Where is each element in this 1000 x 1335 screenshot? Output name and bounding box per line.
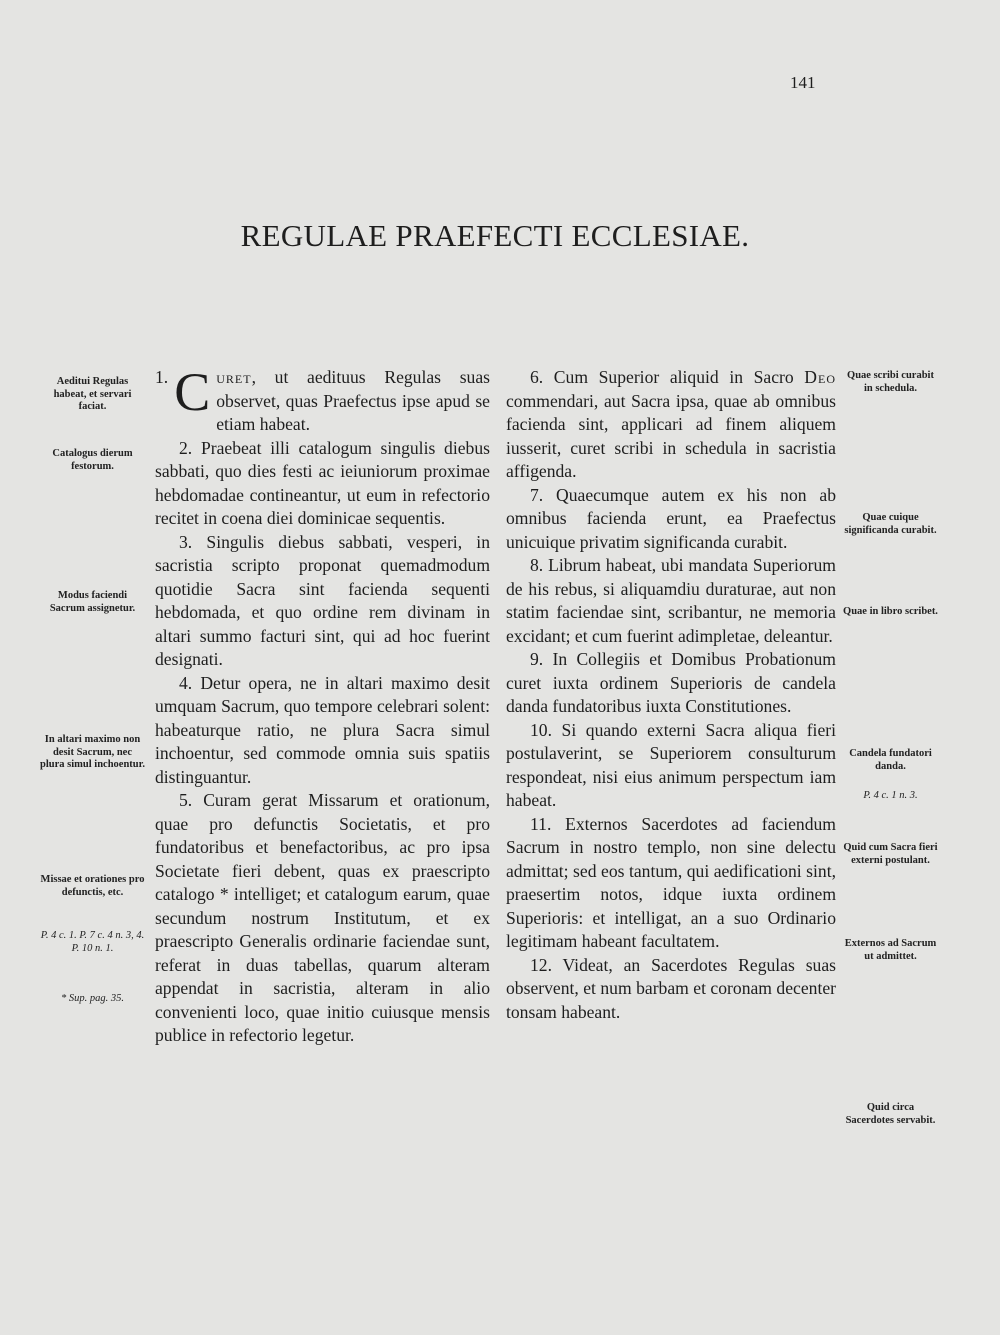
margin-note-right: Quae cuique significanda curabit.	[844, 512, 937, 536]
margin-note-right: Quae scribi curabit in schedula.	[847, 370, 934, 394]
paragraph-4: 4. Detur opera, ne in altari maximo desit umquam Sacrum, quo tempore celebrari solent: habeaturque ratio, ne plura Sacra simul inchoentur, sed commode omnia suis spatiis distinguantur.	[155, 672, 490, 787]
margin-note-right: Externos ad Sacrum ut admittet.	[844, 938, 937, 962]
margin-note-left: Modus faciendi Sacrum assignetur.	[49, 590, 136, 614]
margin-footnote-left: * Sup. pag. 35.	[61, 993, 124, 1004]
paragraph-9: 9. In Collegiis et Domibus Probationum curet iuxta ordinem Superioris de candela danda fundatoribus iuxta Constitutiones.	[506, 649, 836, 716]
paragraph-2: 2. Praebeat illi catalogum singulis diebus sabbati, quo dies festi ac ieiuniorum proximae hebdomadae contineantur, ut eum in refectorio recitet in coena diei dominicae sequentis.	[155, 437, 490, 528]
drop-cap: C	[174, 362, 211, 422]
margin-note-right: Quae in libro scribet.	[843, 606, 938, 617]
margin-note-right: Candela fundatori danda.	[849, 748, 932, 772]
left-column	[155, 362, 490, 1048]
margin-note-left: In altari maximo non desit Sacrum, nec plura simul inchoentur.	[40, 734, 145, 770]
paragraph-7: 7. Quaecumque autem ex his non ab omnibus facienda erunt, ea Praefectus unicuique privatim significanda curabit.	[506, 484, 836, 552]
paragraph-6-text-b: commendari, aut Sacra ipsa, quae ab omnibus facienda sint, applicari ad finem aliquem iusserit, curet scribi in schedula in sacristia affigenda.	[506, 390, 836, 481]
margin-note-right: Quid cum Sacra fieri externi postulant.	[843, 842, 938, 866]
paragraph-1	[155, 362, 490, 437]
paragraph-5: 5. Curam gerat Missarum et orationum, quae pro defunctis Societatis, et pro fundatoribus et benefactoribus, ac pro ipsa Societate fieri debent, quas ex praescripto catalogo * intelliget; et catalogum earum, quae secundum nostrum Institutum, et ex praescripto Generalis ordinarie faciendae sunt, referat in duas tabellas, quarum alteram appendat in sacristia, alteram in alio convenienti loco, quae initio cuiusque mensis publice in refectorio legetur.	[155, 790, 490, 1045]
paragraph-6-deo: Deo	[804, 367, 836, 387]
margin-reference-left: P. 4 c. 1. P. 7 c. 4 n. 3, 4. P. 10 n. 1.	[40, 930, 145, 954]
paragraph-3: 3. Singulis diebus sabbati, vesperi, in sacristia scripto proponat quemadmodum quotidie Sacra sint facienda sequenti hebdomada, et quo ordine rem divinam in altari summo facturi sint, qui ad hoc fuerint designati.	[155, 531, 490, 669]
paragraph-11: 11. Externos Sacerdotes ad faciendum Sacrum in nostro templo, non sine delectu admittat; sed eos tantum, qui aedificationi sint, praesertim notos, idque iuxta ordinem Superioris: et intelligat, an a suo Ordinario legitimam habeant facultatem.	[506, 813, 836, 951]
page-title: REGULAE PRAEFECTI ECCLESIAE.	[240, 218, 750, 253]
page-number: 141	[790, 73, 816, 92]
right-column	[506, 366, 836, 1024]
margin-note-left: Missae et orationes pro defunctis, etc.	[40, 874, 145, 898]
paragraph-12: 12. Videat, an Sacerdotes Regulas suas observent, et num barbam et coronam decenter tonsam habeant.	[506, 954, 836, 1022]
paragraph-1-number: 1.	[155, 367, 169, 387]
paragraph-6	[506, 366, 836, 484]
paragraph-1-text: , ut aedituus Regulas suas observet, quas Praefectus ipse apud se etiam habeat.	[216, 367, 490, 434]
margin-note-right: Quid circa Sacerdotes servabit.	[845, 1102, 936, 1126]
paragraph-1-smallcaps: uret	[216, 367, 252, 387]
margin-reference-right: P. 4 c. 1 n. 3.	[863, 790, 918, 801]
paragraph-10: 10. Si quando externi Sacra aliqua fieri postulaverint, se Superiorem consulturum respondeat, nisi eius animum perspectum iam habeat.	[506, 719, 836, 810]
paragraph-6-text-a: 6. Cum Superior aliquid in Sacro	[530, 367, 805, 387]
paragraph-8: 8. Librum habeat, ubi mandata Superiorum de his rebus, si aliquamdiu duraturae, aut non statim faciendae sint, scribantur, ne memoria excidant; et cum fuerint adimpletae, deleantur.	[506, 555, 836, 646]
margin-note-left: Aeditui Regulas habeat, et servari faciat.	[53, 376, 132, 412]
margin-note-left: Catalogus dierum festorum.	[52, 448, 133, 472]
